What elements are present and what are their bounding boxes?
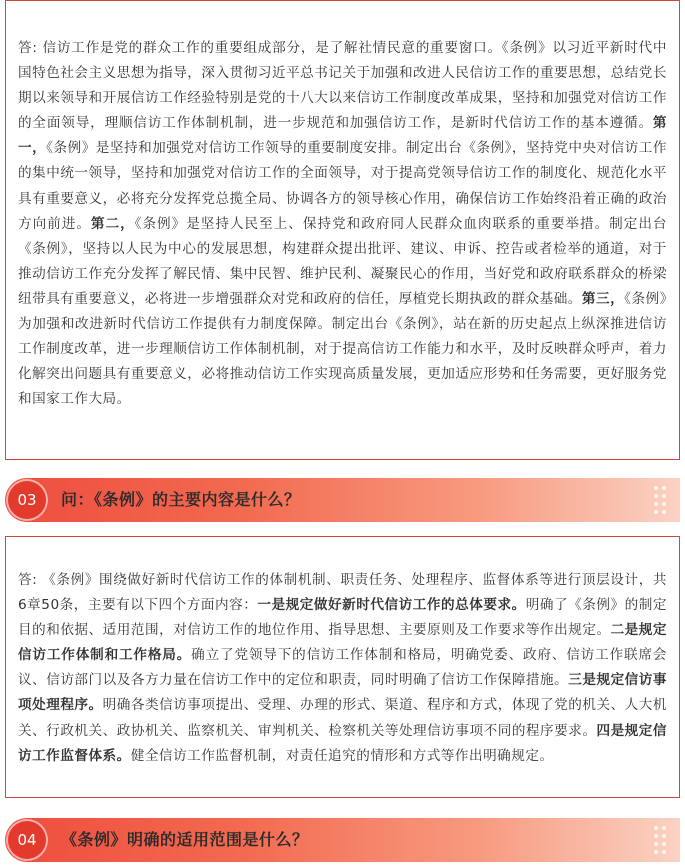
question-header-03 [5,478,680,522]
question-title: 《条例》明确的适用范围是什么？ [61,830,309,849]
answer-box-section-3 [5,536,680,798]
answer-box-section-2 [5,0,680,460]
question-header-04 [5,818,680,862]
answer-lead: 答: 信访工作是党的群众工作的重要组成部分，是了解社情民意的重要窗口。《条例》以习近平新时代中国特色社会主义思想为指导，深入贯彻习近平总书记关于加强和改进人民信访工作的重要思想，总结党长期以来领导和开展信访工作经验特别是党的十八大以来信访工作制度改革成果，坚持和加强党对信访工作的全面领导，理顺信访工作体制机制，进一步规范和加强信访工作，是新时代信访工作的基本遵循。 [18,40,667,132]
question-number-badge: 04 [8,821,46,859]
dots-decoration-icon [654,826,668,854]
dots-decoration-icon [654,486,668,514]
point-text-3: 明确各类信访事项提出、受理、办理的形式、渠道、程序和方式，体现了党的机关、人大机关、行政机关、政协机关、监察机关、审判机关、检察机关等处理信访事项不同的程序要求。 [18,697,667,739]
point-label-second: 第二， [90,215,135,232]
point-label-third: 第三， [581,290,625,307]
point-text-1: 明确了《条例》的制定目的和依据、适用范围，对信访工作的地位作用、指导思想、主要原则及工作要求等作出规定。 [18,597,668,639]
point-title-2: 二是规定信访工作体制和工作格局。 [18,622,667,664]
point-text-second: 《条例》是坚持人民至上、保持党和政府同人民群众血肉联系的重要举措。制定出台《条例》，坚持以人民为中心的发展思想，构建群众提出批评、建议、申诉、控告或者检举的通道，对于推动信访工作充分发挥了解民情、集中民智、维护民利、凝聚民心的作用，当好党和政府联系群众的桥梁纽带具有重要意义，必将进一步增强群众对党和政府的信任，厚植党长期执政的群众基础。 [18,215,668,307]
point-title-1: 一是规定做好新时代信访工作的总体要求。 [257,597,526,614]
point-title-3: 三是规定信访事项处理程序。 [18,672,667,714]
point-text-first: 《条例》是坚持和加强党对信访工作领导的重要制度安排。制定出台《条例》，坚持党中央对信访工作的集中统一领导，坚持和加强党对信访工作的全面领导，对于提高党领导信访工作的制度化、规范化水平具有重要意义，必将充分发挥党总揽全局、协调各方的领导核心作用，确保信访工作始终沿着正确的政治方向前进。 [18,140,667,232]
question-number-badge: 03 [8,481,46,519]
point-title-4: 四是规定信访工作监督体系。 [18,722,667,764]
point-text-third: 《条例》为加强和改进新时代信访工作提供有力制度保障。制定出台《条例》，站在新的历史起点上纵深推进信访工作制度改革，进一步理顺信访工作体制机制，对于提高信访工作能力和水平，及时反映群众呼声，着力化解突出问题具有重要意义，必将推动信访工作实现高质量发展，更加适应形势和任务需要，更好服务党和国家工作大局。 [18,290,668,408]
point-label-first: 第一， [18,115,667,157]
question-title: 问：《条例》的主要内容是什么？ [61,490,301,509]
answer-lead: 答: 《条例》围绕做好新时代信访工作的体制机制、职责任务、处理程序、监督体系等进行顶层设计，共6章50条，主要有以下四个方面内容： [18,572,667,614]
point-text-2: 确立了党领导下的信访工作体制和格局，明确党委、政府、信访工作联席会议、信访部门以及各方力量在信访工作中的定位和职责，同时明确了信访工作保障措施。 [18,647,667,689]
point-text-4: 健全信访工作监督机制，对责任追究的情形和方式等作出明确规定。 [130,747,554,764]
